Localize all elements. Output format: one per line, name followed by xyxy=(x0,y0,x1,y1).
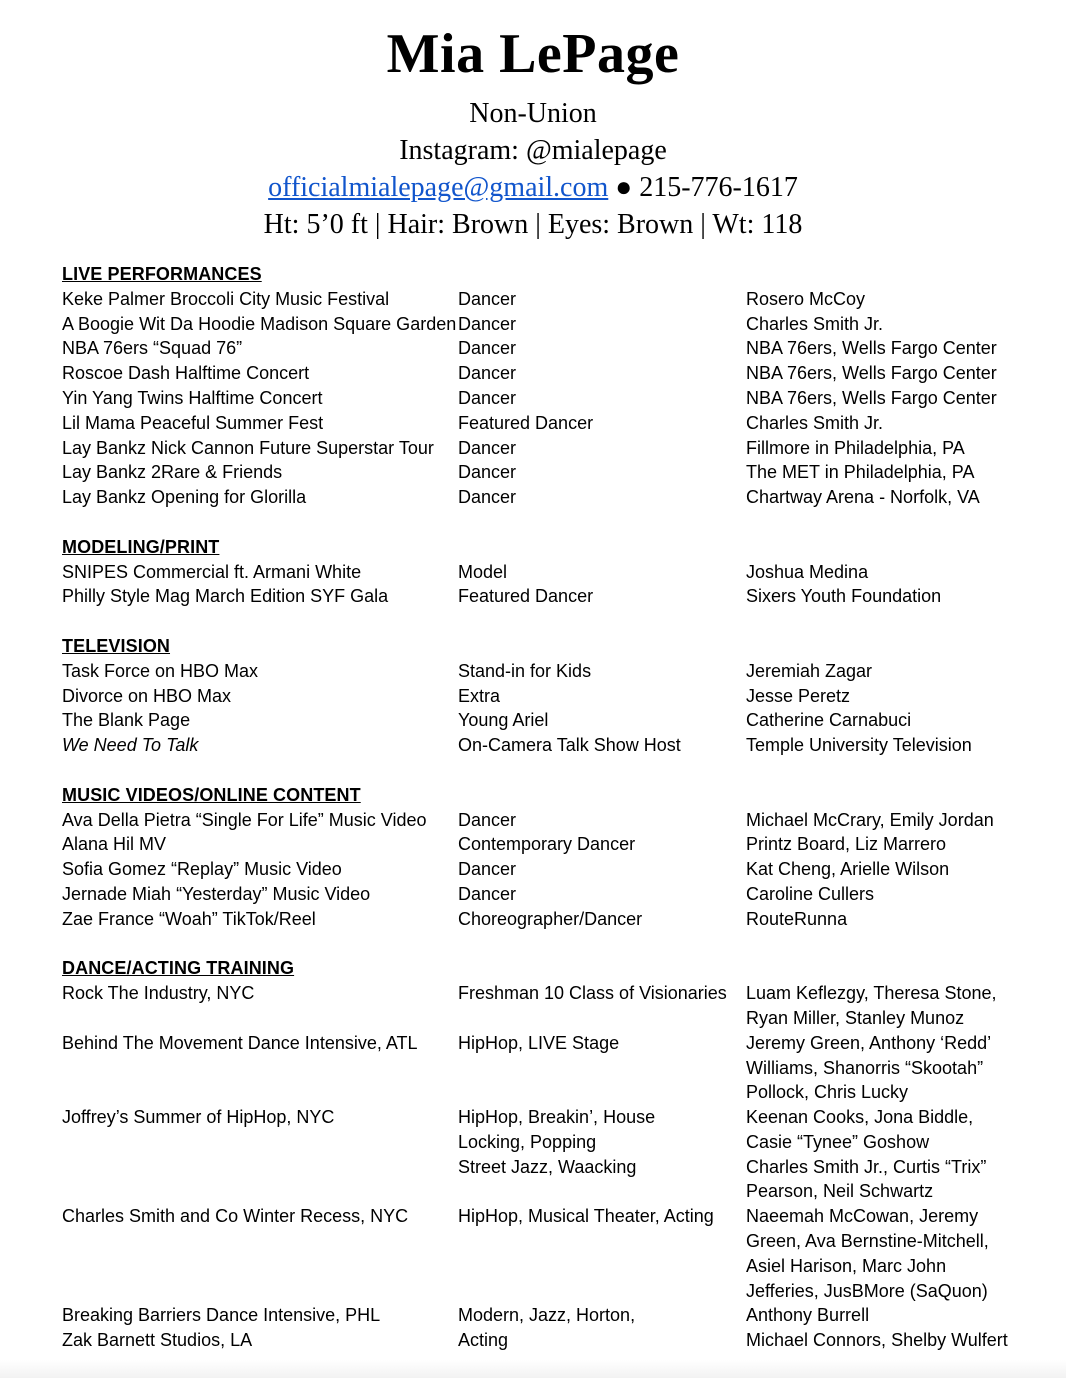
instructor-line: Naeemah McCowan, Jeremy xyxy=(746,1206,979,1227)
instructor-line: Michael Connors, Shelby Wulfert xyxy=(746,1330,1008,1351)
training-styles xyxy=(458,1204,746,1303)
training-style-line: Street Jazz, Waacking xyxy=(458,1156,637,1177)
training-styles xyxy=(458,1031,746,1105)
instructor-line: Jeremy Green, Anthony ‘Redd’ xyxy=(746,1032,992,1053)
training-style-line: HipHop, LIVE Stage xyxy=(458,1032,620,1053)
training-program: Rock The Industry, NYC xyxy=(62,983,255,1004)
credit-row xyxy=(62,436,1022,461)
contact-line xyxy=(0,169,1066,206)
instructor-line: Asiel Harison, Marc John xyxy=(746,1255,947,1276)
training-row xyxy=(62,1031,1022,1105)
credit-director: Kat Cheng, Arielle Wilson xyxy=(746,859,950,880)
training-instructors xyxy=(746,1204,1022,1303)
credit-project: A Boogie Wit Da Hoodie Madison Square Garden xyxy=(62,313,457,334)
credit-director: Michael McCrary, Emily Jordan xyxy=(746,809,994,830)
credit-director: Jeremiah Zagar xyxy=(746,660,873,681)
credit-role: Dancer xyxy=(458,462,517,483)
phone-number: 215-776-1617 xyxy=(639,172,798,203)
section-music-videos xyxy=(62,783,1022,932)
credit-project: Ava Della Pietra “Single For Life” Music Video xyxy=(62,809,427,830)
credit-director: Charles Smith Jr. xyxy=(746,412,884,433)
section-title: TELEVISION xyxy=(62,635,171,656)
credit-row xyxy=(62,336,1022,361)
training-program: Joffrey’s Summer of HipHop, NYC xyxy=(62,1107,335,1128)
instagram-handle: Instagram: @mialepage xyxy=(399,135,667,166)
credit-director: Catherine Carnabuci xyxy=(746,710,912,731)
credit-project: Lay Bankz Opening for Glorilla xyxy=(62,487,307,508)
training-style-line: Locking, Popping xyxy=(458,1131,597,1152)
credit-role: Dancer xyxy=(458,487,517,508)
instructor-line: Pollock, Chris Lucky xyxy=(746,1082,909,1103)
credit-row xyxy=(62,659,1022,684)
training-styles xyxy=(458,1328,746,1353)
resume-header xyxy=(0,0,1066,243)
credit-project: Jernade Miah “Yesterday” Music Video xyxy=(62,883,371,904)
section-title: DANCE/ACTING TRAINING xyxy=(62,958,295,979)
credit-director: Sixers Youth Foundation xyxy=(746,586,942,607)
training-instructors xyxy=(746,1303,1022,1328)
section-modeling-print xyxy=(62,535,1022,609)
instructor-line: Williams, Shanorris “Skootah” xyxy=(746,1057,984,1078)
credit-project: Divorce on HBO Max xyxy=(62,685,232,706)
section-title: MUSIC VIDEOS/ONLINE CONTENT xyxy=(62,784,361,805)
training-style-line: Modern, Jazz, Horton, xyxy=(458,1305,636,1326)
section-television xyxy=(62,634,1022,758)
instructor-line: Ryan Miller, Stanley Munoz xyxy=(746,1007,965,1028)
instructor-line: Casie “Tynee” Goshow xyxy=(746,1131,930,1152)
credit-row xyxy=(62,857,1022,882)
credit-director: Fillmore in Philadelphia, PA xyxy=(746,437,965,458)
section-title: LIVE PERFORMANCES xyxy=(62,264,262,284)
instructor-line: Charles Smith Jr., Curtis “Trix” xyxy=(746,1156,987,1177)
training-styles xyxy=(458,981,746,1031)
credit-director: Jesse Peretz xyxy=(746,685,851,706)
credit-role: Choreographer/Dancer xyxy=(458,908,643,929)
credit-role: Extra xyxy=(458,685,501,706)
training-row xyxy=(62,1204,1022,1303)
training-program: Charles Smith and Co Winter Recess, NYC xyxy=(62,1206,409,1227)
credit-role: Dancer xyxy=(458,288,517,309)
credit-row xyxy=(62,584,1022,609)
credit-role: Contemporary Dancer xyxy=(458,834,636,855)
union-status: Non-Union xyxy=(469,98,597,129)
bullet-separator: ● xyxy=(608,172,640,203)
training-style-line: Acting xyxy=(458,1330,509,1351)
credit-row xyxy=(62,411,1022,436)
credit-director: Charles Smith Jr. xyxy=(746,313,884,334)
email-link[interactable]: officialmialepage@gmail.com xyxy=(268,172,609,203)
credit-director: Temple University Television xyxy=(746,735,972,756)
training-row xyxy=(62,1303,1022,1328)
credit-project: Lay Bankz Nick Cannon Future Superstar Tour xyxy=(62,437,434,458)
physical-stats: Ht: 5’0 ft | Hair: Brown | Eyes: Brown | Wt: 118 xyxy=(263,209,803,240)
training-instructors xyxy=(746,981,1022,1031)
training-program: Breaking Barriers Dance Intensive, PHL xyxy=(62,1305,381,1326)
training-instructors xyxy=(746,1328,1022,1353)
page-bottom-edge xyxy=(0,1360,1066,1378)
credit-project: Zae France “Woah” TikTok/Reel xyxy=(62,908,316,929)
credit-role: Dancer xyxy=(458,387,517,408)
credit-row xyxy=(62,560,1022,585)
credit-project: SNIPES Commercial ft. Armani White xyxy=(62,561,362,582)
credit-project: Alana Hil MV xyxy=(62,834,167,855)
credit-role: Dancer xyxy=(458,313,517,334)
credit-director: RouteRunna xyxy=(746,908,848,929)
credit-project: NBA 76ers “Squad 76” xyxy=(62,338,243,359)
credit-row xyxy=(62,832,1022,857)
resume-content xyxy=(62,262,1022,1378)
credit-director: NBA 76ers, Wells Fargo Center xyxy=(746,387,997,408)
credit-director: The MET in Philadelphia, PA xyxy=(746,462,975,483)
credit-row xyxy=(62,708,1022,733)
credit-role: Dancer xyxy=(458,338,517,359)
credit-project: Lil Mama Peaceful Summer Fest xyxy=(62,412,324,433)
credit-project: The Blank Page xyxy=(62,710,191,731)
credit-row xyxy=(62,882,1022,907)
credit-director: Printz Board, Liz Marrero xyxy=(746,834,947,855)
credit-project: Lay Bankz 2Rare & Friends xyxy=(62,462,283,483)
section-live-performances xyxy=(62,262,1022,510)
credit-role: Stand-in for Kids xyxy=(458,660,592,681)
credit-role: Dancer xyxy=(458,363,517,384)
credit-row xyxy=(62,287,1022,312)
credit-row xyxy=(62,907,1022,932)
credit-row xyxy=(62,386,1022,411)
instructor-line: Anthony Burrell xyxy=(746,1305,870,1326)
credit-role: On-Camera Talk Show Host xyxy=(458,735,681,756)
training-row xyxy=(62,1328,1022,1353)
credit-role: Featured Dancer xyxy=(458,586,594,607)
credit-project: Philly Style Mag March Edition SYF Gala xyxy=(62,586,389,607)
credit-role: Young Ariel xyxy=(458,710,549,731)
section-training xyxy=(62,956,1022,1353)
credit-row xyxy=(62,684,1022,709)
training-styles xyxy=(458,1303,746,1328)
training-instructors xyxy=(746,1105,1022,1204)
credit-project: Roscoe Dash Halftime Concert xyxy=(62,363,310,384)
credit-row xyxy=(62,733,1022,758)
training-row xyxy=(62,981,1022,1031)
credit-role: Dancer xyxy=(458,859,517,880)
training-program: Zak Barnett Studios, LA xyxy=(62,1330,253,1351)
credit-role: Dancer xyxy=(458,883,517,904)
credit-row xyxy=(62,485,1022,510)
credit-role: Dancer xyxy=(458,437,517,458)
credit-role: Model xyxy=(458,561,508,582)
training-row xyxy=(62,1105,1022,1204)
training-styles xyxy=(458,1105,746,1204)
credit-director: Caroline Cullers xyxy=(746,883,875,904)
credit-project: Task Force on HBO Max xyxy=(62,660,259,681)
instructor-line: Luam Keflezgy, Theresa Stone, xyxy=(746,983,997,1004)
credit-director: Chartway Arena - Norfolk, VA xyxy=(746,487,980,508)
training-program: Behind The Movement Dance Intensive, ATL xyxy=(62,1032,418,1053)
credit-project: Sofia Gomez “Replay” Music Video xyxy=(62,859,342,880)
credit-project: Yin Yang Twins Halftime Concert xyxy=(62,387,323,408)
credit-director: Joshua Medina xyxy=(746,561,869,582)
instructor-line: Green, Ava Bernstine-Mitchell, xyxy=(746,1231,989,1252)
credit-row xyxy=(62,460,1022,485)
section-title: MODELING/PRINT xyxy=(62,536,220,557)
credit-row xyxy=(62,361,1022,386)
training-style-line: HipHop, Breakin’, House xyxy=(458,1107,656,1128)
training-style-line: HipHop, Musical Theater, Acting xyxy=(458,1206,714,1227)
credit-role: Featured Dancer xyxy=(458,412,594,433)
credit-row xyxy=(62,808,1022,833)
credit-project: Keke Palmer Broccoli City Music Festival xyxy=(62,288,390,309)
credit-row xyxy=(62,312,1022,337)
credit-director: NBA 76ers, Wells Fargo Center xyxy=(746,363,997,384)
credit-director: Rosero McCoy xyxy=(746,288,866,309)
credit-role: Dancer xyxy=(458,809,517,830)
instructor-line: Keenan Cooks, Jona Biddle, xyxy=(746,1107,974,1128)
performer-name: Mia LePage xyxy=(386,23,680,85)
credit-director: NBA 76ers, Wells Fargo Center xyxy=(746,338,997,359)
instructor-line: Jefferies, JusBMore (SaQuon) xyxy=(746,1280,988,1301)
instructor-line: Pearson, Neil Schwartz xyxy=(746,1181,934,1202)
credit-project: We Need To Talk xyxy=(62,735,199,756)
training-style-line: Freshman 10 Class of Visionaries xyxy=(458,983,727,1004)
training-instructors xyxy=(746,1031,1022,1105)
